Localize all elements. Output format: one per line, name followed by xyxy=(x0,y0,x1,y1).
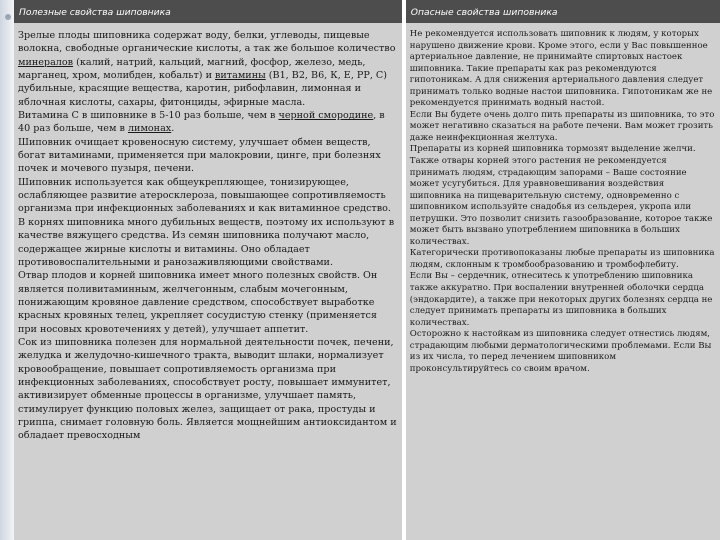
text-run: . xyxy=(171,123,175,135)
paragraph: Не рекомендуется использовать шиповник к людям, у которых нарушено движение крови. Кроме этого, если у Вас повышенное артериальное давление, не принимайте спиртовых настоек шиповника. Такие препараты как раз рекомендуются гипотоникам. А для снижения артериального давления следует принимать только водные настои шиповника. Гипотоникам же не рекомендуется принимать водный настой. xyxy=(409,29,713,109)
link-minerals[interactable]: минералов xyxy=(18,56,74,68)
text-run: Зрелые плоды шиповника содержат воду, белки, углеводы, пищевые волокна, свободные органические кислоты, а так же большое количество xyxy=(18,30,396,55)
paragraph xyxy=(18,109,397,136)
table-header-row xyxy=(14,0,720,23)
paragraph: Категорически противопоказаны любые препараты из шиповника людям, склонным к тромбообразованию и тромбофлебиту. xyxy=(409,248,715,270)
paragraph xyxy=(18,29,397,109)
link-vitamins[interactable]: витамины xyxy=(215,70,266,82)
paragraph: Препараты из корней шиповника тормозят выделение желчи. Также отвары корней этого растения не рекомендуется принимать людям, страдающим запорами – Ваше состояние может усугубиться. Для уравновешивания воздействия шиповника на пищеварительную систему, одновременно с шиповником используйте снадобья из сельдерея, укропа или петрушки. Это позволит снизить газообразование, которое также может быть вызвано употреблением шиповника в больших количествах. xyxy=(409,144,713,247)
text-run: , в 40 раз больше, чем в xyxy=(18,110,385,135)
useful-properties-cell xyxy=(14,23,402,540)
text-run: (В1, В2, В6, К, Е, РР, С) дубильные, красящие вещества, каротин, рибофлавин, лимонная и яблочная кислоты, сахары, фитонциды, эфирные масла. xyxy=(18,70,388,108)
paragraph: Осторожно к настойкам из шиповника следует отнестись людям, страдающим любыми дерматологическими проблемами. Если Вы из их числа, то перед лечением шиповником проконсультируйтесь со своим врачом. xyxy=(409,329,712,374)
header-dangerous-properties: Опасные свойства шиповника xyxy=(410,7,558,18)
paragraph: Шиповник очищает кровеносную систему, улучшает обмен веществ, богат витаминами, применяется при малокровии, цинге, при болезнях почек и мочевого пузыря, печени. xyxy=(18,136,381,175)
header-useful-properties: Полезные свойства шиповника xyxy=(19,7,171,18)
paragraph: В корнях шиповника много дубильных веществ, поэтому их используют в качестве вяжущего средства. Из семян шиповника получают масло, содержащее жирные кислоты и витамины. Оно обладает противовоспалительными и ранозаживляющими свойствами. xyxy=(18,216,395,268)
link-black-currant[interactable]: черной смородине xyxy=(278,110,374,122)
table-body-row xyxy=(14,23,720,540)
paragraph: Если Вы – сердечник, отнеситесь к употреблению шиповника также аккуратно. При воспалении внутренней оболочки сердца (эндокардите), а также при некоторых других болезнях сердца не следует принимать препараты из шиповника в больших количествах. xyxy=(409,271,713,328)
paragraph: Шиповник используется как общеукрепляющее, тонизирующее, ослабляющее развитие атеросклероза, повышающее сопротивляемость организма при инфекционных заболеваниях и как витаминное средство. xyxy=(18,176,391,215)
link-lemons[interactable]: лимонах xyxy=(127,123,172,135)
dangerous-properties-cell xyxy=(406,23,720,540)
paragraph: Отвар плодов и корней шиповника имеет много полезных свойств. Он является поливитаминным, желчегонным, слабым мочегонным, понижающим кровяное давление средством, способствует выработке красных кровяных телец, укрепляет сосудистую стенку (применяется при носовых кровотечениях у детей), улучшает аппетит. xyxy=(18,270,378,335)
paragraph: Если Вы будете очень долго пить препараты из шиповника, то это может негативно сказаться на работе печени. Вам может грозить даже неинфекционная желтуха. xyxy=(409,109,715,143)
paragraph: Сок из шиповника полезен для нормальной деятельности почек, печени, желудка и желудочно-кишечного тракта, выводит шлаки, нормализует кровообращение, повышает сопротивляемость организма при инфекционных заболеваниях, способствует росту, повышает иммунитет, активизирует обменные процессы в организме, улучшает память, стимулирует функцию половых желез, защищает от рака, простуды и гриппа, снимает головную боль. Является мощнейшим антиоксидантом и обладает превосходным xyxy=(18,336,397,442)
decorative-dot xyxy=(5,14,11,20)
left-decorative-strip xyxy=(0,0,14,540)
comparison-table xyxy=(14,0,720,540)
text-run: (калий, натрий, кальций, магний, фосфор, железо, медь, марганец, хром, молибден, кобальт) и xyxy=(18,56,366,82)
text-run: Витамина С в шиповнике в 5-10 раз больше, чем в xyxy=(18,110,279,122)
